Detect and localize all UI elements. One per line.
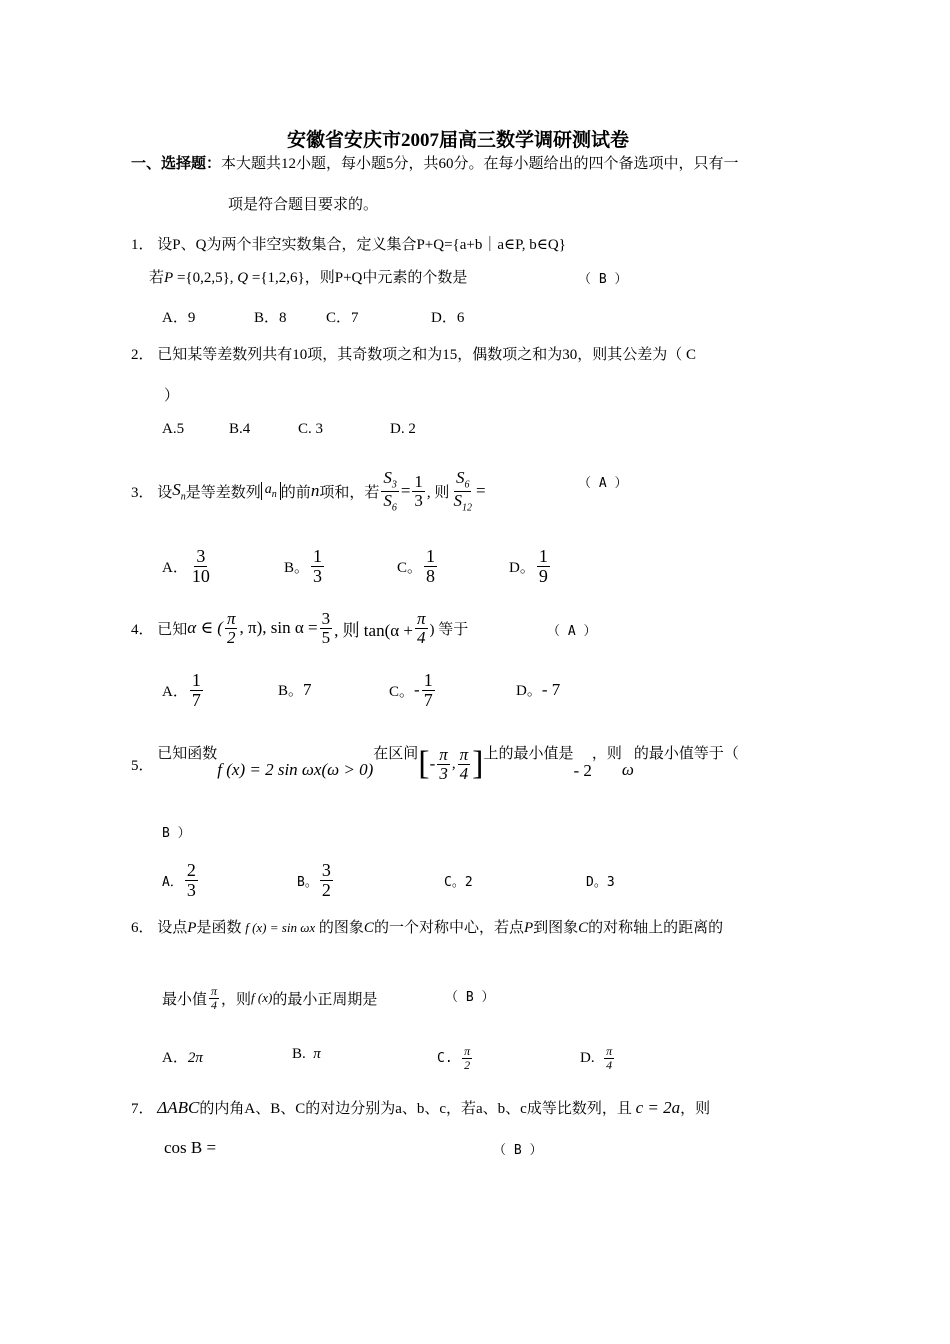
option-a (162, 1046, 203, 1067)
question-text: 在区间 (373, 746, 419, 762)
answer-bracket: （ B ） (493, 1143, 543, 1158)
frac-num: 1 (414, 471, 423, 491)
question-text: 设P、Q为两个非空实数集合，定义集合P+Q={a+b｜a∈P, b∈Q} (157, 237, 566, 253)
question-text: 已知 (157, 621, 188, 638)
fraction (381, 469, 399, 514)
question-text: 设点 (157, 920, 188, 936)
question-number: 7． (131, 1101, 154, 1117)
fraction (462, 1045, 472, 1071)
question-text: 的一个对称中心，若点 (373, 920, 524, 936)
frac-den: 3 (414, 490, 423, 510)
frac-num: 1 (423, 669, 433, 690)
math-set: ={1,2,6} (248, 270, 305, 286)
frac-num: 2 (186, 859, 196, 880)
question-text: 已知某等差数列共有10项，其奇数项之和为15，偶数项之和为30，则其公差为（ C (157, 347, 697, 363)
fraction (225, 610, 238, 647)
fraction (537, 547, 550, 586)
question-3-line1 (131, 463, 486, 519)
option-b (284, 541, 326, 591)
math-triangle: ΔABC (157, 1098, 200, 1117)
math-omega: ω (621, 760, 634, 779)
option-d (580, 1038, 616, 1078)
question-text: 上的最小值是 (483, 746, 574, 762)
question-text: ，则 (591, 746, 622, 762)
fraction (458, 746, 471, 783)
math-eq: = (475, 481, 486, 500)
option-value: 7 (303, 680, 312, 699)
frac-den: 4 (417, 627, 426, 647)
frac-num: 1 (426, 545, 436, 566)
option-label: B。 (284, 559, 310, 576)
math-var: P (187, 920, 197, 936)
option-label: A． (162, 559, 188, 576)
fraction (190, 547, 212, 586)
frac-den: 3 (313, 565, 323, 586)
option-b (297, 855, 335, 905)
fraction (437, 746, 450, 783)
option-label: A． (162, 874, 183, 890)
frac-den: 7 (423, 689, 433, 710)
question-text: 设 (157, 484, 173, 501)
frac-num: 1 (538, 545, 548, 566)
question-5-line2: B ） (162, 826, 191, 841)
fraction (311, 547, 324, 586)
question-text: 的图象 (318, 920, 364, 936)
question-6-line1 (131, 916, 723, 937)
option-d (509, 541, 552, 591)
option-label: A． (162, 683, 188, 700)
option-a (162, 855, 200, 905)
section-intro-text: 本大题共12小题，每小题5分，共60分。在每小题给出的四个备选项中，只有一 (221, 156, 739, 172)
question-text: ，则 (680, 1101, 711, 1117)
frac-num: π (606, 1043, 613, 1058)
option-b: B.4 (229, 421, 251, 437)
fraction (422, 671, 435, 710)
frac-den: 4 (606, 1057, 613, 1072)
answer-bracket: （ A ） (578, 476, 628, 491)
question-7-line1 (131, 1097, 710, 1118)
question-5-line1: 5． 已知函数 f (x) = 2 sin ωx(ω > 0) 在区间 [ - $\frac{\pi}{3}$ , $\frac{\pi}{4}$ ] 上的最小值是 - 2 ，则 ω 的最小值等于（ (131, 736, 739, 792)
question-7-line2: cos B = (164, 1138, 217, 1157)
frac-den: 3 (186, 879, 196, 900)
answer-bracket: （ A ） (547, 624, 597, 639)
math-expr: f (x) = sin ωx (245, 920, 316, 935)
section-intro-line1 (131, 152, 739, 173)
option-label: D。 (516, 683, 542, 699)
option-a: A．9 (162, 310, 196, 326)
question-text: 的最小值等于（ (633, 746, 739, 762)
fraction (209, 985, 219, 1011)
question-text: , 则 (426, 484, 450, 501)
question-1-line1 (131, 233, 566, 254)
frac-den: 2 (226, 627, 236, 647)
question-text: 的对称轴上的距离的 (588, 920, 724, 936)
option-label: C。 (397, 559, 423, 576)
option-label: B。 (297, 874, 318, 890)
section-heading: 一、选择题： (131, 156, 222, 172)
math-var: C (363, 920, 374, 936)
math-expr: , π), sin α = (239, 618, 318, 637)
math-value: - 2 (573, 761, 592, 780)
option-value: - 7 (541, 680, 561, 699)
option-c: C．7 (326, 310, 359, 326)
math-s: S (383, 490, 392, 510)
question-text: 到图象 (533, 920, 579, 936)
option-b: B．8 (254, 310, 287, 326)
math-sub: 6 (391, 501, 397, 513)
question-4-line1 (131, 603, 468, 653)
math-var: P (523, 920, 534, 936)
question-text: ，则P+Q中元素的个数是 (304, 270, 468, 286)
math-s: S (455, 467, 465, 487)
question-text: 最小值 (162, 991, 208, 1008)
question-text: 是等差数列 (185, 484, 261, 501)
question-text: 项和，若 (319, 484, 380, 501)
math-n: n (310, 481, 320, 500)
option-label: A． (162, 1050, 188, 1066)
section-intro-line2: 项是符合题目要求的。 (228, 197, 379, 213)
question-text: 的最小正周期是 (272, 991, 378, 1008)
math-s: S (172, 479, 181, 499)
question-text: ) 等于 (429, 621, 469, 638)
option-d: D．6 (431, 310, 465, 326)
option-label: C. (437, 1050, 453, 1066)
question-text: ，则 (221, 991, 252, 1008)
fraction (604, 1045, 614, 1071)
option-d: D。3 (586, 875, 615, 890)
frac-num: π (439, 744, 448, 764)
fraction (415, 610, 428, 647)
frac-num: 1 (191, 669, 201, 690)
answer-bracket: （ B ） (578, 272, 628, 287)
interval-bracket-left: [ (418, 745, 430, 782)
math-sub: 3 (391, 479, 397, 490)
frac-num: 1 (313, 545, 323, 566)
frac-num: 3 (321, 859, 331, 880)
frac-num: 3 (196, 545, 206, 566)
frac-num: π (417, 608, 426, 628)
option-c: C。2 (444, 875, 473, 890)
option-value: π (313, 1046, 321, 1062)
option-value: - (414, 680, 420, 699)
option-a (162, 541, 214, 591)
option-label: D. (580, 1049, 595, 1066)
question-number: 5． (131, 757, 154, 774)
question-text: 的前 (280, 484, 311, 501)
frac-den: 10 (191, 565, 210, 586)
question-text: 是函数 (196, 920, 242, 936)
math-expr: , 则 tan(α + (334, 620, 413, 640)
option-label: B。 (278, 683, 304, 699)
frac-num: π (211, 983, 218, 998)
fraction (190, 671, 203, 710)
frac-den: 2 (321, 879, 331, 900)
option-c (389, 665, 437, 715)
fraction (412, 473, 425, 510)
question-2-line2: ） (164, 388, 180, 404)
math-var: P (164, 270, 174, 286)
math-a: a (264, 482, 272, 498)
math-set: ={0,2,5}, (173, 270, 238, 286)
math-var: Q (237, 270, 249, 286)
math-expr: c = 2a (635, 1098, 681, 1117)
frac-num: π (459, 744, 469, 764)
frac-den: 4 (211, 997, 218, 1012)
fraction (451, 469, 474, 514)
frac-den: 9 (538, 565, 548, 586)
frac-den: 3 (439, 763, 448, 783)
math-expr: α ∈ ( (187, 618, 223, 637)
question-1-line2 (149, 266, 467, 287)
question-text: 的内角A、B、C的对边分别为a、b、c，若a、b、c成等比数列，且 (199, 1101, 632, 1117)
question-number: 1． (131, 237, 154, 253)
question-text: 若 (149, 270, 165, 286)
option-b (292, 1046, 321, 1063)
question-number: 4． (131, 621, 154, 638)
page-title: 安徽省安庆市2007届高三数学调研测试卷 (287, 130, 630, 151)
frac-num: 3 (321, 608, 331, 628)
math-s: S (453, 490, 462, 510)
frac-den: 2 (464, 1057, 471, 1072)
fraction (185, 861, 198, 900)
option-label: C。 (389, 683, 415, 700)
frac-den: 4 (459, 763, 469, 783)
interval-bracket-right: ] (472, 745, 484, 782)
question-2-line1 (131, 343, 696, 364)
question-text: 已知函数 (157, 746, 218, 762)
math-sub: 6 (464, 479, 470, 490)
math-sub: 12 (461, 501, 472, 513)
option-c (397, 541, 439, 591)
fraction (320, 610, 333, 647)
math-expr: f (x) = 2 sin ωx(ω > 0) (217, 760, 374, 779)
math-var (172, 480, 186, 502)
option-a: A.5 (162, 421, 185, 437)
option-value: 2π (187, 1050, 203, 1066)
fraction (424, 547, 437, 586)
fraction (320, 861, 333, 900)
question-number: 3． (131, 484, 154, 501)
frac-den: 7 (191, 689, 201, 710)
option-c: C. 3 (298, 421, 324, 437)
option-d (516, 679, 560, 700)
math-s: S (383, 467, 392, 487)
option-b (278, 679, 312, 700)
question-6-line2 (162, 976, 377, 1020)
question-number: 6． (131, 920, 154, 936)
math-eq: = (400, 481, 411, 500)
question-number: 2． (131, 347, 154, 363)
option-c (437, 1038, 474, 1078)
option-label: D。 (509, 559, 535, 576)
answer-bracket: （ B ） (445, 990, 495, 1005)
math-expr: f (x) (251, 990, 273, 1005)
frac-den: 8 (426, 565, 436, 586)
option-label: B. (292, 1046, 314, 1062)
frac-den: 5 (321, 627, 331, 647)
math-sub: n (180, 491, 186, 503)
frac-num: π (464, 1043, 471, 1058)
math-sub: n (271, 488, 277, 500)
frac-num: π (226, 608, 236, 628)
math-var: C (578, 920, 589, 936)
option-a (162, 665, 205, 715)
sequence-bracket (261, 482, 281, 500)
option-d: D. 2 (390, 421, 416, 437)
math-minus: - (429, 754, 436, 773)
